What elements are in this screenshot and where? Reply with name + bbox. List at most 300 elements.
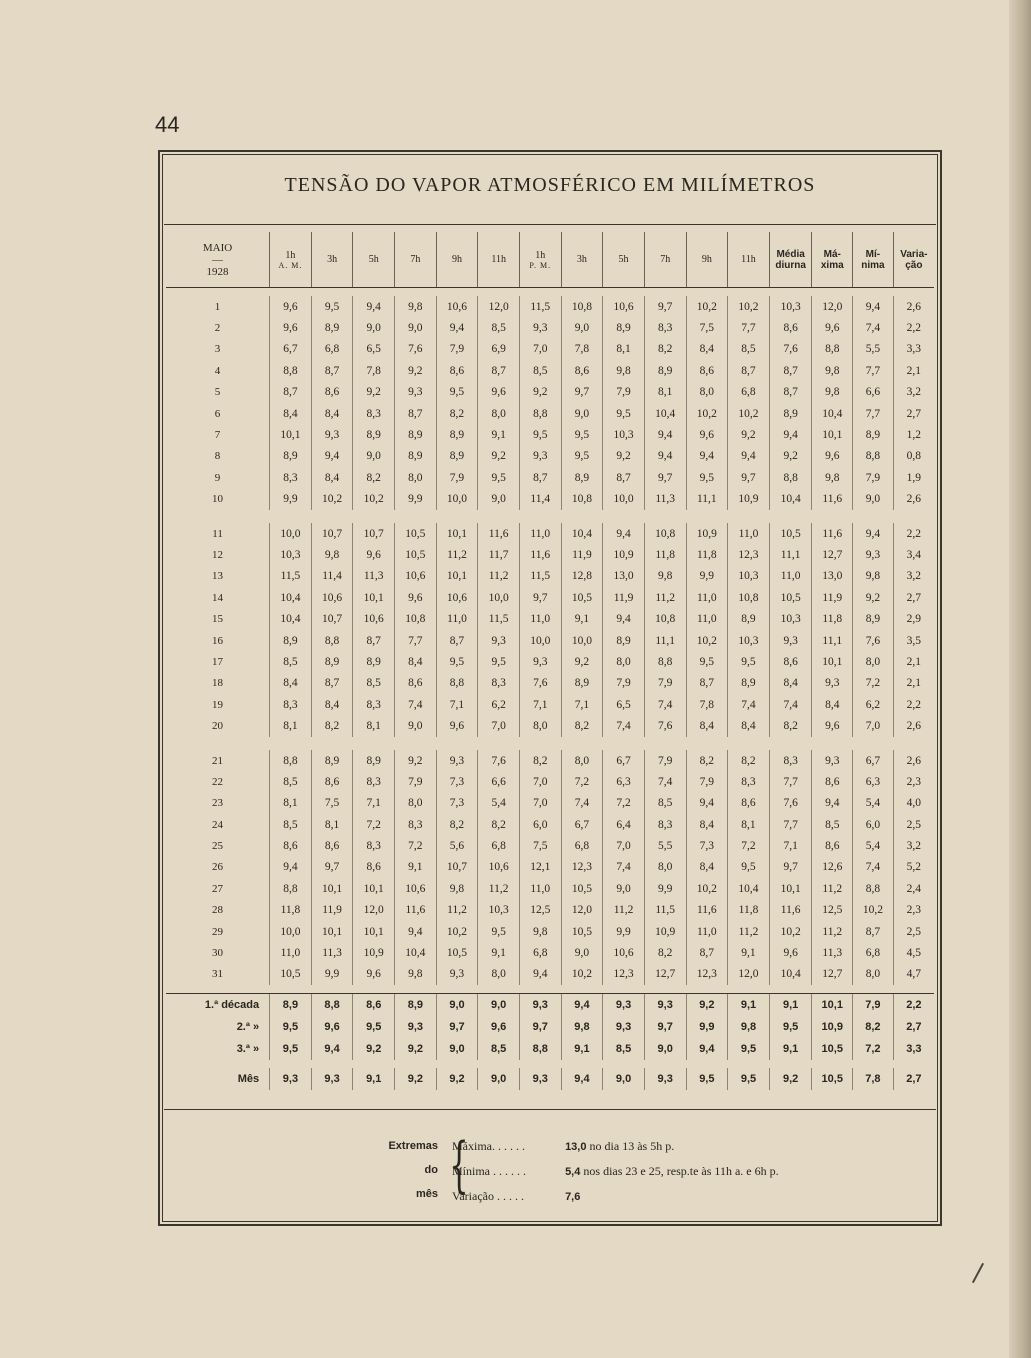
table-cell: 8,9 (311, 317, 353, 338)
table-cell: 6,3 (853, 771, 894, 792)
table-cell: 9,7 (728, 467, 770, 488)
spacer-row (166, 288, 934, 297)
table-cell: 8,1 (270, 715, 312, 736)
table-cell: 8,8 (769, 467, 812, 488)
table-cell: 8,6 (686, 360, 728, 381)
table-cell: 12,0 (353, 900, 395, 921)
table-cell: 9,5 (769, 1016, 812, 1038)
table-cell: 9,3 (519, 317, 561, 338)
table-cell: 9,2 (395, 1038, 437, 1060)
table-cell: 8,7 (270, 382, 312, 403)
table-cell: 9,2 (769, 1068, 812, 1090)
table-cell: 10,3 (769, 296, 812, 317)
table-cell: 11,5 (644, 900, 686, 921)
table-cell: 10,9 (728, 489, 770, 510)
table-cell: 8,2 (436, 814, 478, 835)
table-cell: 8,5 (478, 317, 520, 338)
table-cell: 12,0 (812, 296, 853, 317)
table-cell: 11,2 (436, 900, 478, 921)
hour-header (436, 232, 478, 288)
table-cell: 8,0 (519, 715, 561, 736)
vapor-pressure-table (166, 232, 934, 1090)
table-cell: 10,4 (728, 878, 770, 899)
table-cell: 9,2 (395, 360, 437, 381)
table-cell: 10,2 (311, 489, 353, 510)
table-cell: 8,8 (644, 651, 686, 672)
table-cell: 9,3 (478, 630, 520, 651)
extreme-value: 7,6 (565, 1191, 581, 1203)
table-cell: 7,8 (686, 694, 728, 715)
table-cell: 8,8 (853, 446, 894, 467)
table-cell: 2,6 (893, 296, 934, 317)
table-cell: 10,2 (353, 489, 395, 510)
table-cell: 9,8 (853, 566, 894, 587)
table-cell: 6,8 (728, 382, 770, 403)
table-row (166, 382, 934, 403)
table-cell: 11,9 (561, 544, 603, 565)
hour-sublabel: P. M. (529, 260, 552, 270)
row-label: 1.ª década (166, 994, 270, 1017)
table-cell: 6,2 (853, 694, 894, 715)
table-cell: 9,2 (853, 587, 894, 608)
pencil-mark (972, 1263, 984, 1283)
table-cell: 7,4 (728, 694, 770, 715)
table-cell: 8,1 (644, 382, 686, 403)
table-cell: 3,2 (893, 382, 934, 403)
table-row (166, 317, 934, 338)
maxima-header: Má- xima (812, 232, 853, 288)
table-row (166, 489, 934, 510)
hour-label: 5h (368, 254, 379, 265)
table-cell: 9,3 (519, 1068, 561, 1090)
table-cell: 10,1 (353, 921, 395, 942)
table-cell: 6,8 (561, 835, 603, 856)
table-cell: 9,4 (812, 793, 853, 814)
table-cell: 8,0 (644, 857, 686, 878)
table-cell: 7,7 (853, 403, 894, 424)
table-cell: 10,2 (728, 403, 770, 424)
table-cell: 10,9 (644, 921, 686, 942)
table-cell: 9,3 (519, 994, 561, 1017)
month-label: MAIO (202, 241, 233, 254)
extremes-labels (378, 1134, 438, 1206)
table-cell: 7,4 (603, 857, 645, 878)
extreme-note: no dia 13 às 5h p. (589, 1139, 675, 1153)
table-cell: 11,2 (728, 921, 770, 942)
table-cell: 9,6 (478, 382, 520, 403)
table-cell: 9,7 (519, 587, 561, 608)
table-cell: 7,0 (519, 771, 561, 792)
table-row (166, 793, 934, 814)
table-cell: 7,1 (561, 694, 603, 715)
table-cell: 9,8 (395, 964, 437, 985)
extremes-label: mês (415, 1188, 438, 1200)
table-cell: 10,1 (769, 878, 812, 899)
table-cell: 7,4 (644, 771, 686, 792)
table-cell: 11,2 (478, 566, 520, 587)
table-cell: 7,2 (853, 673, 894, 694)
table-cell: 8,2 (728, 750, 770, 771)
table-cell: 7,2 (353, 814, 395, 835)
row-label: 31 (212, 968, 224, 981)
table-cell: 1,9 (893, 467, 934, 488)
row-label: 12 (212, 548, 224, 561)
table-cell: 8,8 (270, 750, 312, 771)
table-cell: 7,3 (686, 835, 728, 856)
table-cell: 11,8 (686, 544, 728, 565)
table-cell: 8,2 (478, 814, 520, 835)
table-cell: 10,3 (728, 566, 770, 587)
table-cell: 9,1 (478, 424, 520, 445)
table-cell: 8,7 (853, 921, 894, 942)
table-cell: 12,1 (519, 857, 561, 878)
hour-header (270, 232, 312, 288)
table-cell: 9,3 (812, 750, 853, 771)
table-row (166, 544, 934, 565)
table-cell: 7,4 (769, 694, 812, 715)
month-year-header: MAIO — 1928 (166, 232, 270, 288)
table-cell: 10,8 (644, 608, 686, 629)
table-cell: 11,6 (519, 544, 561, 565)
table-cell: 5,6 (436, 835, 478, 856)
table-cell: 10,5 (561, 878, 603, 899)
table-cell: 10,2 (686, 878, 728, 899)
table-cell: 8,1 (270, 793, 312, 814)
table-cell: 8,2 (519, 750, 561, 771)
table-cell: 8,7 (395, 403, 437, 424)
table-cell: 13,0 (603, 566, 645, 587)
table-cell: 9,0 (353, 446, 395, 467)
hour-header (311, 232, 353, 288)
table-cell: 8,5 (270, 814, 312, 835)
table-cell: 7,0 (853, 715, 894, 736)
table-cell: 8,6 (728, 793, 770, 814)
table-cell: 9,0 (853, 489, 894, 510)
table-cell: 2,2 (893, 317, 934, 338)
table-cell: 9,2 (395, 1068, 437, 1090)
table-cell: 9,6 (812, 446, 853, 467)
table-cell: 7,2 (395, 835, 437, 856)
hour-label: 5h (618, 254, 629, 265)
table-cell: 8,6 (270, 835, 312, 856)
table-cell: 6,9 (478, 339, 520, 360)
table-row (166, 814, 934, 835)
table-cell: 8,5 (644, 793, 686, 814)
table-cell: 10,7 (353, 523, 395, 544)
table-cell: 11,0 (519, 523, 561, 544)
table-cell: 8,3 (353, 403, 395, 424)
table-cell: 10,9 (686, 523, 728, 544)
spacer-row (166, 1060, 934, 1068)
table-cell: 9,8 (812, 382, 853, 403)
hour-header (686, 232, 728, 288)
table-cell: 9,5 (478, 921, 520, 942)
table-cell: 7,1 (769, 835, 812, 856)
table-cell: 10,1 (270, 424, 312, 445)
extreme-name: Mínima . . . . . . (452, 1164, 526, 1178)
table-cell: 8,4 (311, 403, 353, 424)
table-cell: 7,4 (395, 694, 437, 715)
table-cell: 9,6 (812, 715, 853, 736)
table-row (166, 857, 934, 878)
table-cell: 9,5 (686, 1068, 728, 1090)
table-cell: 6,0 (853, 814, 894, 835)
extreme-name: Máxima. . . . . . (452, 1139, 525, 1153)
table-cell: 8,8 (311, 630, 353, 651)
table-cell: 8,4 (728, 715, 770, 736)
table-cell: 7,6 (519, 673, 561, 694)
table-cell: 9,0 (478, 994, 520, 1017)
table-cell: 2,9 (893, 608, 934, 629)
table-cell: 9,0 (478, 489, 520, 510)
table-cell: 2,5 (893, 814, 934, 835)
table-cell: 3,2 (893, 835, 934, 856)
table-cell: 9,5 (436, 651, 478, 672)
table-cell: 7,0 (603, 835, 645, 856)
row-label: 7 (214, 429, 221, 442)
table-cell: 11,1 (686, 489, 728, 510)
table-cell: 9,4 (686, 1038, 728, 1060)
table-cell: 8,9 (603, 317, 645, 338)
extreme-variation (452, 1184, 872, 1209)
table-cell: 8,4 (686, 857, 728, 878)
table-cell: 11,6 (686, 900, 728, 921)
table-cell: 9,5 (728, 857, 770, 878)
table-cell: 7,1 (436, 694, 478, 715)
table-cell: 9,2 (353, 1038, 395, 1060)
table-cell: 9,8 (561, 1016, 603, 1038)
table-cell: 7,7 (769, 771, 812, 792)
table-cell: 7,8 (853, 1068, 894, 1090)
table-cell: 8,4 (395, 651, 437, 672)
row-label: 20 (212, 720, 224, 733)
table-cell: 8,7 (686, 673, 728, 694)
table-cell: 7,7 (769, 814, 812, 835)
table-cell: 9,7 (519, 1016, 561, 1038)
table-cell: 9,5 (603, 403, 645, 424)
table-cell: 9,3 (395, 382, 437, 403)
table-cell: 9,7 (311, 857, 353, 878)
table-cell: 8,3 (478, 673, 520, 694)
table-cell: 9,2 (519, 382, 561, 403)
table-cell: 8,7 (603, 467, 645, 488)
table-cell: 9,4 (561, 994, 603, 1017)
table-cell: 8,6 (353, 857, 395, 878)
table-cell: 11,4 (311, 566, 353, 587)
table-cell: 12,7 (644, 964, 686, 985)
table-cell: 9,6 (769, 942, 812, 963)
table-cell: 9,5 (686, 651, 728, 672)
table-cell: 11,1 (812, 630, 853, 651)
table-cell: 6,5 (353, 339, 395, 360)
table-cell: 6,4 (603, 814, 645, 835)
table-cell: 8,7 (478, 360, 520, 381)
table-cell: 1,2 (893, 424, 934, 445)
table-cell: 9,4 (311, 1038, 353, 1060)
table-cell: 6,8 (311, 339, 353, 360)
table-cell: 8,9 (769, 403, 812, 424)
table-cell: 7,2 (728, 835, 770, 856)
table-cell: 7,4 (603, 715, 645, 736)
table-cell: 9,4 (519, 964, 561, 985)
table-cell: 9,0 (395, 715, 437, 736)
table-cell: 8,9 (728, 608, 770, 629)
table-cell: 7,6 (769, 339, 812, 360)
table-cell: 10,5 (395, 523, 437, 544)
summary-row (166, 1038, 934, 1060)
table-cell: 2,1 (893, 651, 934, 672)
table-cell: 9,4 (728, 446, 770, 467)
table-cell: 7,5 (311, 793, 353, 814)
table-cell: 8,6 (311, 835, 353, 856)
table-cell: 7,1 (519, 694, 561, 715)
table-row (166, 446, 934, 467)
table-cell: 2,7 (893, 403, 934, 424)
hour-header (395, 232, 437, 288)
table-cell: 8,8 (270, 878, 312, 899)
table-cell: 9,5 (270, 1016, 312, 1038)
page-binding-shadow (1009, 0, 1031, 1358)
table-cell: 9,3 (436, 750, 478, 771)
table-cell: 8,7 (769, 360, 812, 381)
table-cell: 11,7 (478, 544, 520, 565)
table-cell: 10,8 (561, 296, 603, 317)
table-cell: 9,3 (311, 424, 353, 445)
table-cell: 11,8 (812, 608, 853, 629)
table-cell: 8,7 (436, 630, 478, 651)
table-cell: 10,9 (812, 1016, 853, 1038)
table-cell: 10,8 (644, 523, 686, 544)
row-label: 27 (212, 882, 224, 895)
table-cell: 8,9 (311, 651, 353, 672)
table-cell: 11,1 (644, 630, 686, 651)
table-cell: 7,9 (436, 467, 478, 488)
table-cell: 9,8 (812, 467, 853, 488)
variacao-header: Varia- ção (893, 232, 934, 288)
table-cell: 11,4 (519, 489, 561, 510)
table-cell: 9,0 (478, 1068, 520, 1090)
table-cell: 10,2 (561, 964, 603, 985)
hour-label: 11h (741, 254, 756, 265)
table-cell: 9,9 (644, 878, 686, 899)
table-cell: 10,0 (270, 523, 312, 544)
table-cell: 10,5 (561, 587, 603, 608)
table-cell: 8,1 (728, 814, 770, 835)
table-cell: 8,3 (644, 814, 686, 835)
table-cell: 11,5 (270, 566, 312, 587)
table-row (166, 750, 934, 771)
table-cell: 11,0 (519, 878, 561, 899)
table-cell: 9,1 (561, 608, 603, 629)
table-cell: 11,9 (603, 587, 645, 608)
table-cell: 8,2 (769, 715, 812, 736)
table-cell: 10,1 (353, 878, 395, 899)
hour-label: 9h (451, 254, 462, 265)
table-cell: 9,6 (270, 317, 312, 338)
table-cell: 9,5 (436, 382, 478, 403)
table-cell: 9,8 (603, 360, 645, 381)
table-cell: 8,7 (686, 942, 728, 963)
extremes-label: Extremas (388, 1140, 438, 1152)
table-cell: 9,2 (395, 750, 437, 771)
table-cell: 8,7 (769, 382, 812, 403)
table-row (166, 339, 934, 360)
table-cell: 10,1 (311, 921, 353, 942)
table-cell: 12,3 (603, 964, 645, 985)
table-cell: 6,8 (853, 942, 894, 963)
table-cell: 8,0 (478, 964, 520, 985)
table-cell: 11,6 (769, 900, 812, 921)
table-cell: 3,4 (893, 544, 934, 565)
table-cell: 7,6 (769, 793, 812, 814)
table-cell: 12,3 (686, 964, 728, 985)
row-label: 6 (214, 407, 221, 420)
table-cell: 7,2 (603, 793, 645, 814)
table-cell: 10,0 (270, 921, 312, 942)
table-cell: 7,2 (561, 771, 603, 792)
table-cell: 9,0 (561, 942, 603, 963)
row-label: 14 (212, 591, 224, 604)
table-cell: 10,6 (353, 608, 395, 629)
table-cell: 8,2 (353, 467, 395, 488)
table-row (166, 694, 934, 715)
table-cell: 8,2 (853, 1016, 894, 1038)
table-cell: 7,4 (853, 857, 894, 878)
table-cell: 7,7 (728, 317, 770, 338)
table-cell: 10,5 (561, 921, 603, 942)
table-title: TENSÃO DO VAPOR ATMOSFÉRICO EM MILÍMETROS (284, 174, 816, 196)
table-cell: 9,0 (436, 994, 478, 1017)
table-cell: 9,6 (812, 317, 853, 338)
row-label: 23 (212, 797, 224, 810)
table-cell: 9,5 (728, 1068, 770, 1090)
table-cell: 9,5 (561, 446, 603, 467)
table-cell: 6,6 (853, 382, 894, 403)
table-cell: 9,9 (686, 1016, 728, 1038)
table-cell: 10,6 (603, 296, 645, 317)
table-cell: 9,4 (395, 921, 437, 942)
hour-header (561, 232, 603, 288)
table-cell: 7,0 (478, 715, 520, 736)
table-cell: 8,9 (353, 424, 395, 445)
table-cell: 8,9 (561, 673, 603, 694)
table-cell: 8,8 (519, 403, 561, 424)
table-cell: 9,5 (478, 467, 520, 488)
table-cell: 9,0 (603, 878, 645, 899)
table-cell: 8,0 (853, 651, 894, 672)
row-label: 26 (212, 861, 224, 874)
summary-row (166, 1068, 934, 1090)
table-cell: 11,0 (686, 587, 728, 608)
table-cell: 10,2 (436, 921, 478, 942)
table-cell: 10,9 (603, 544, 645, 565)
table-cell: 8,6 (769, 651, 812, 672)
table-cell: 10,7 (311, 523, 353, 544)
table-cell: 9,5 (478, 651, 520, 672)
table-cell: 10,1 (436, 523, 478, 544)
table-cell: 11,0 (270, 942, 312, 963)
table-cell: 7,9 (644, 750, 686, 771)
table-row (166, 771, 934, 792)
table-cell: 9,8 (728, 1016, 770, 1038)
table-cell: 11,2 (603, 900, 645, 921)
table-row (166, 467, 934, 488)
table-cell: 2,6 (893, 489, 934, 510)
table-cell: 0,8 (893, 446, 934, 467)
table-cell: 8,9 (853, 608, 894, 629)
table-row (166, 651, 934, 672)
table-cell: 7,8 (561, 339, 603, 360)
